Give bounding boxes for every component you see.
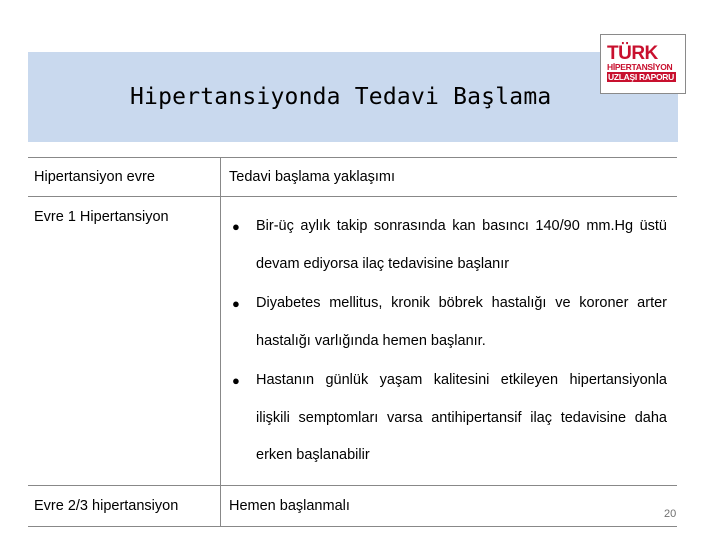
logo-line-1: TÜRK xyxy=(607,43,658,64)
bullet-icon: ● xyxy=(232,296,240,311)
bullet-icon: ● xyxy=(232,219,240,234)
page-title: Hipertansiyonda Tedavi Başlama xyxy=(130,84,552,110)
list-item-text: Diyabetes mellitus, kronik böbrek hastalığı ve koroner arter hastalığı varlığında hemen başlanır. xyxy=(256,295,667,349)
list-item-text: Hastanın günlük yaşam kalitesini etkileyen hipertansiyonla ilişkili semptomları varsa antihipertansif ilaç tedavisine daha erken başlanabilir xyxy=(256,372,667,463)
list-item xyxy=(232,285,667,360)
table-header-row xyxy=(28,158,677,197)
header-approach: Tedavi başlama yaklaşımı xyxy=(221,158,678,197)
approach-cell xyxy=(221,197,678,486)
table-row xyxy=(28,485,677,526)
list-item-text: Bir-üç aylık takip sonrasında kan basıncı 140/90 mm.Hg üstü devam ediyorsa ilaç tedavisine başlanır xyxy=(256,218,667,272)
logo-line-2: HİPERTANSİYON xyxy=(607,62,673,72)
logo-line-3: UZLAŞI RAPORU xyxy=(608,72,674,82)
list-item xyxy=(232,362,667,475)
stage-cell: Evre 2/3 hipertansiyon xyxy=(28,485,221,526)
header-stage: Hipertansiyon evre xyxy=(28,158,221,197)
page-number: 20 xyxy=(664,508,677,520)
bullet-list xyxy=(229,208,667,475)
stage-cell: Evre 1 Hipertansiyon xyxy=(28,197,221,486)
bullet-icon: ● xyxy=(232,373,240,388)
list-item xyxy=(232,208,667,283)
approach-cell: Hemen başlanmalı xyxy=(221,485,678,526)
turk-hipertansiyon-logo xyxy=(600,34,686,94)
treatment-table xyxy=(28,157,677,527)
table-row xyxy=(28,197,677,486)
